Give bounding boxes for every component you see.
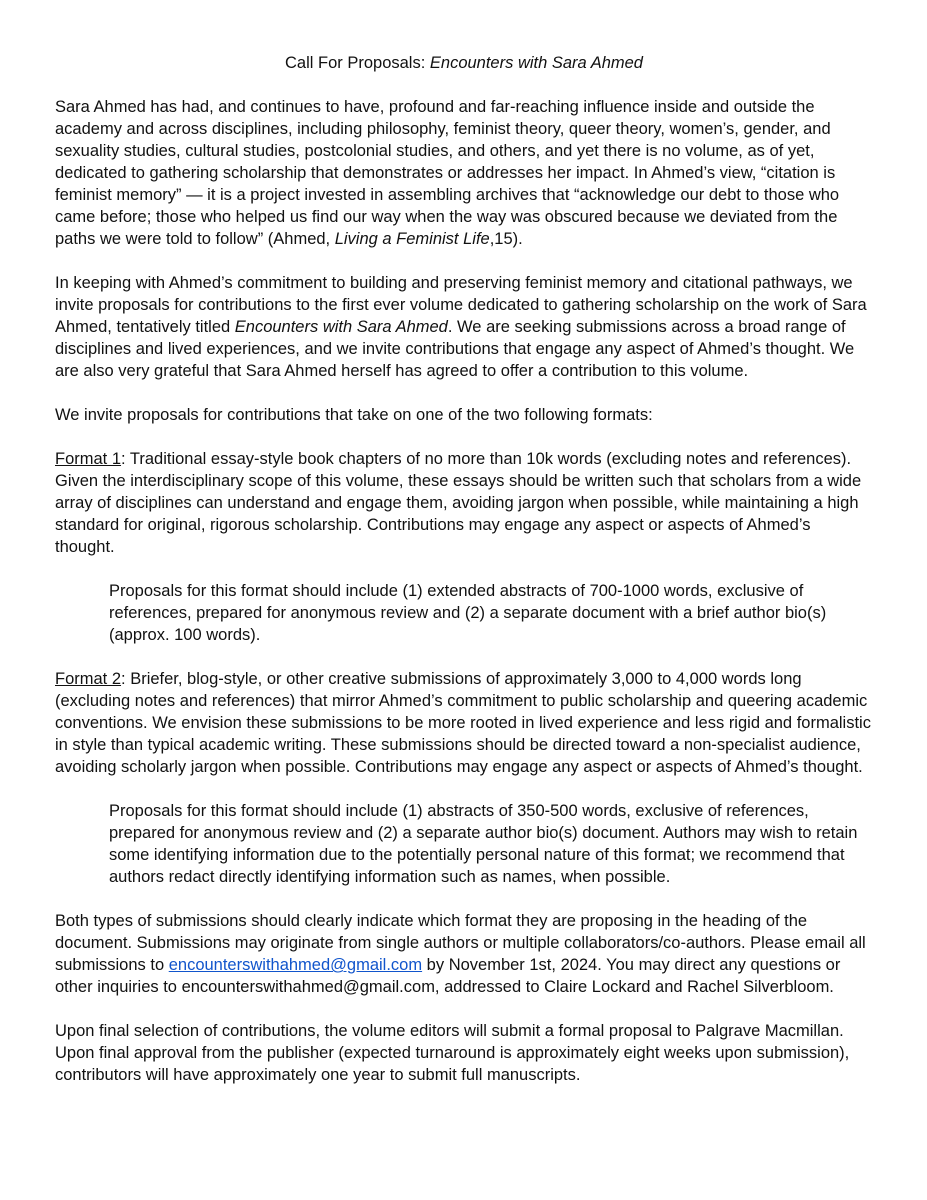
document-page — [55, 52, 873, 1108]
intro-book-title: Living a Feminist Life — [334, 230, 490, 248]
title-prefix: Call For Proposals: — [285, 54, 430, 72]
submission-text: Both types of submissions should clearly indicate which format they are proposing in the heading of the document. Submissions may originate from single authors or multiple collaborators/co-authors. Please email all submissions to — [55, 912, 866, 974]
format2-text: : Briefer, blog-style, or other creative submissions of approximately 3,000 to 4,000 words long (excluding notes and references) that mirror Ahmed’s commitment to public scholarship and queering academic conventions. We envision these submissions to be more rooted in lived experience and less rigid and formalistic in style than typical academic writing. These submissions should be directed toward a non-specialist audience, avoiding scholarly jargon when possible. Contributions may engage any aspect or aspects of Ahmed’s thought. — [55, 670, 871, 776]
intro-paragraph — [55, 96, 873, 250]
email-link[interactable]: encounterswithahmed@gmail.com — [168, 956, 423, 974]
intro-tail: ,15). — [489, 230, 523, 248]
format1-text: : Traditional essay-style book chapters of no more than 10k words (excluding notes and references). Given the interdisciplinary scope of this volume, these essays should be written such that scholars from a wide array of disciplines can understand and engage them, avoiding jargon when possible, while maintaining a high standard for original, rigorous scholarship. Contributions may engage any aspect or aspects of Ahmed’s thought. — [55, 450, 862, 556]
submission-tail: by November 1st, 2024. You may direct any questions or other inquiries to encounterswithahmed@gmail.com, addressed to Claire Lockard and Rachel Silverbloom. — [55, 956, 841, 996]
format2-proposal: Proposals for this format should include (1) abstracts of 350-500 words, exclusive of references, prepared for anonymous review and (2) a separate author bio(s) document. Authors may wish to retain some identifying information due to the potentially personal nature of this format; we recommend that authors redact directly identifying information such as names, when possible. — [109, 802, 858, 886]
submission-paragraph — [55, 910, 873, 998]
formats-intro: We invite proposals for contributions that take on one of the two following formats: — [55, 406, 653, 424]
invitation-paragraph — [55, 272, 873, 382]
format1-proposal: Proposals for this format should include (1) extended abstracts of 700-1000 words, exclusive of references, prepared for anonymous review and (2) a separate document with a brief author bio(s) (approx. 100 words). — [109, 582, 827, 644]
intro-text: Sara Ahmed has had, and continues to have, profound and far-reaching influence inside and outside the academy and across disciplines, including philosophy, feminist theory, queer theory, women’s, gender, and sexuality studies, cultural studies, postcolonial studies, and others, and yet there is no volume, as of yet, dedicated to gathering scholarship that demonstrates or addresses her impact. In Ahmed’s view, “citation is feminist memory” — it is a project invested in assembling archives that “acknowledge our debt to those who came before; those who helped us find our way when the way was obscured because we deviated from the paths we were told to follow” (Ahmed, — [55, 98, 840, 248]
invitation-text: In keeping with Ahmed’s commitment to building and preserving feminist memory and citational pathways, we invite proposals for contributions to the first ever volume dedicated to gathering scholarship on the work of Sara Ahmed, tentatively titled — [55, 274, 867, 336]
invitation-tail: . We are seeking submissions across a broad range of disciplines and lived experiences, and we invite contributions that engage any aspect of Ahmed’s thought. We are also very grateful that Sara Ahmed herself has agreed to offer a contribution to this volume. — [55, 318, 855, 380]
format2-paragraph — [55, 668, 873, 778]
format1-label: Format 1 — [55, 450, 122, 468]
invitation-volume-title: Encounters with Sara Ahmed — [234, 318, 448, 336]
title-italic: Encounters with Sara Ahmed — [429, 54, 643, 72]
selection-paragraph: Upon final selection of contributions, the volume editors will submit a formal proposal to Palgrave Macmillan. Upon final approval from the publisher (expected turnaround is approximately eight weeks upon submission), contributors will have approximately one year to submit full manuscripts. — [55, 1022, 850, 1084]
format2-label: Format 2 — [55, 670, 122, 688]
document-title — [55, 52, 873, 74]
format1-paragraph — [55, 448, 873, 558]
